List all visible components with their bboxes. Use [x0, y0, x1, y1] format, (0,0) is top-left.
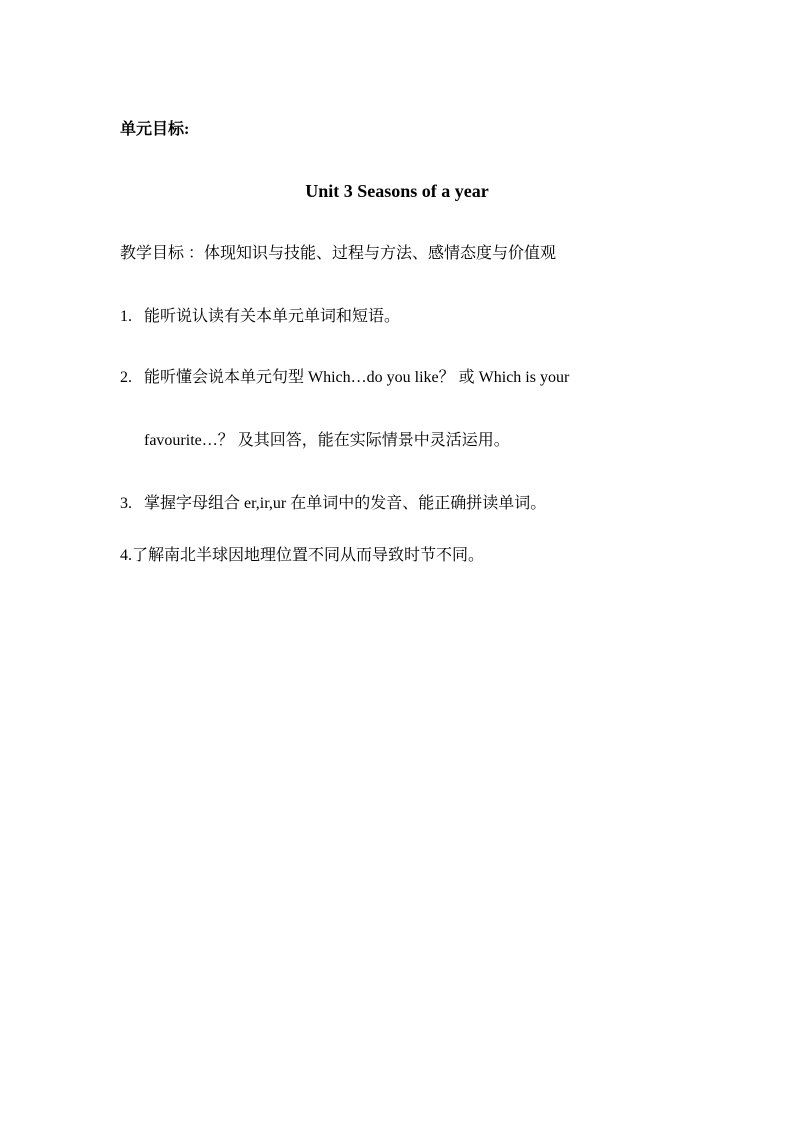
objective-item-2	[120, 368, 569, 388]
item-number: 1.	[120, 308, 132, 325]
item-number: 3.	[120, 495, 132, 512]
item-number: 2.	[120, 369, 132, 386]
objective-item-4: 4.了解南北半球因地理位置不同从而导致时节不同。	[120, 547, 485, 564]
objectives-intro: 教学目标 ：体现知识与技能、过程与方法、感情态度与价值观	[120, 245, 557, 262]
objective-item-2-continued: favourite…？ 及其回答，能在实际情景中灵活运用。	[144, 432, 510, 449]
item-text: 掌握字母组合 er,ir,ur 在单词中的发音、能正确拼读单词。	[144, 495, 547, 512]
item-text: 能听说认读有关本单元单词和短语。	[144, 308, 401, 325]
section-heading: 单元目标:	[120, 121, 190, 138]
objective-item-1	[120, 307, 400, 327]
unit-title: Unit 3 Seasons of a year	[305, 181, 489, 201]
objective-item-3	[120, 494, 546, 514]
item-text: 能听懂会说本单元句型 Which…do you like？ 或 Which is your	[144, 369, 570, 386]
